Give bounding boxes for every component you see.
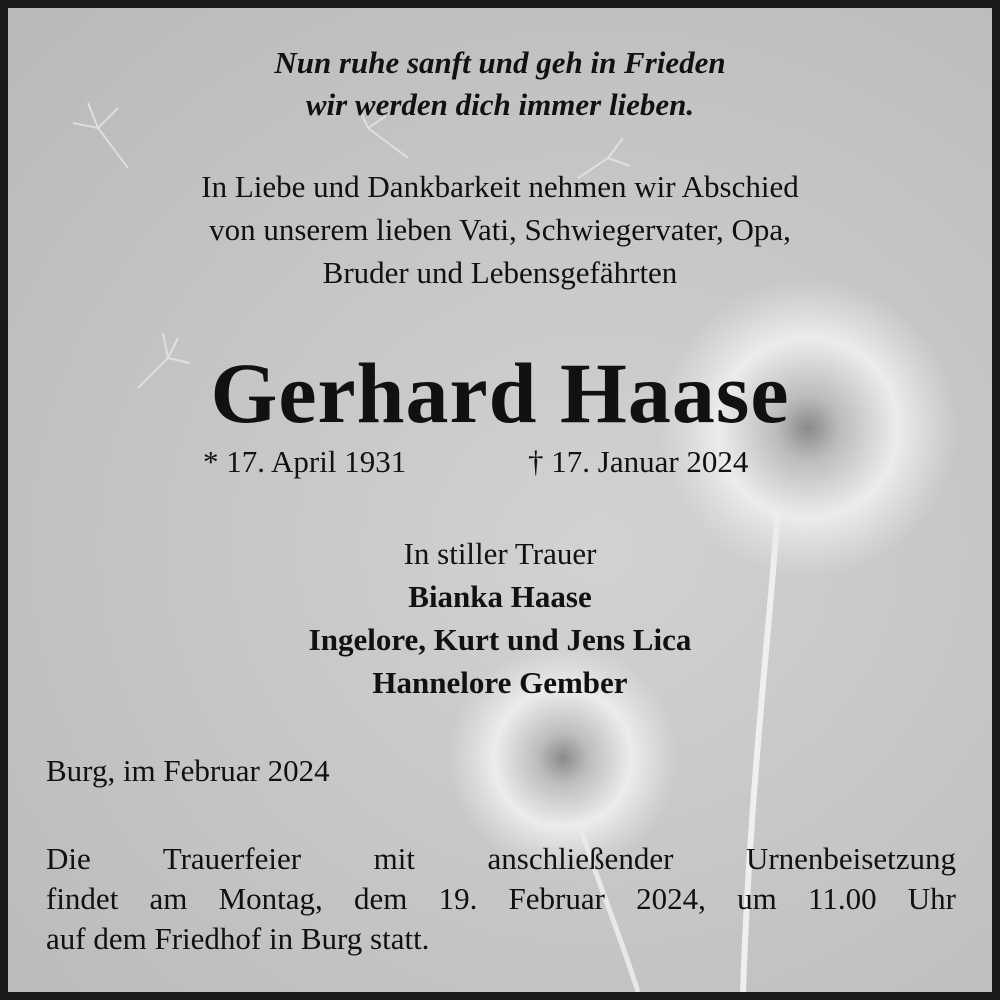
mourner-name: Hannelore Gember [372, 665, 628, 700]
intro-line: Bruder und Lebensgefährten [322, 255, 678, 290]
motto [8, 42, 992, 126]
intro-line: In Liebe und Dankbarkeit nehmen wir Abschied [201, 169, 799, 204]
place-date: Burg, im Februar 2024 [46, 753, 330, 788]
service-line: findet am Montag, dem 19. Februar 2024, um 11.00 Uhr [46, 881, 956, 916]
birth-date: * 17. April 1931 [203, 444, 407, 479]
mourners-block [8, 532, 992, 704]
mourner-name: Ingelore, Kurt und Jens Lica [308, 622, 692, 657]
service-info [46, 839, 956, 959]
mourner-name: Bianka Haase [408, 579, 592, 614]
service-line: Die Trauerfeier mit anschließender Urnenbeisetzung [46, 841, 956, 876]
intro-text [8, 165, 992, 294]
motto-line: wir werden dich immer lieben. [305, 87, 695, 122]
intro-line: von unserem lieben Vati, Schwiegervater, Opa, [209, 212, 791, 247]
service-line: auf dem Friedhof in Burg statt. [46, 921, 430, 956]
motto-line: Nun ruhe sanft und geh in Frieden [274, 45, 726, 80]
deceased-name: Gerhard Haase [210, 345, 790, 441]
death-date: † 17. Januar 2024 [528, 444, 749, 479]
mourning-intro: In stiller Trauer [403, 536, 597, 571]
